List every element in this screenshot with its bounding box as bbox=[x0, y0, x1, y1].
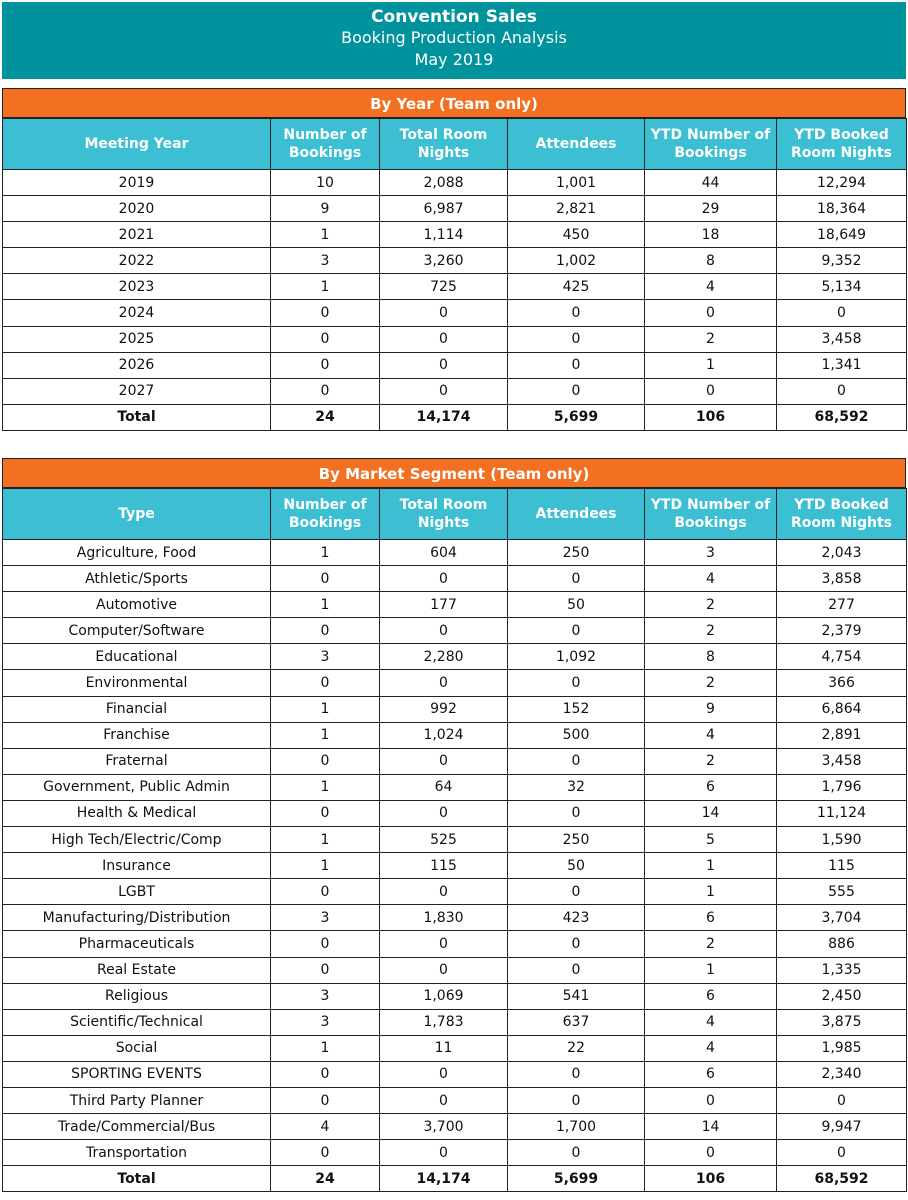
cell-ytd-number-of-bookings: 14 bbox=[645, 800, 777, 826]
cell-attendees: 0 bbox=[508, 931, 645, 957]
table-row bbox=[3, 722, 907, 748]
cell-number-of-bookings: 3 bbox=[271, 248, 380, 274]
cell-ytd-number-of-bookings: 0 bbox=[645, 1087, 777, 1113]
cell-ytd-booked-room-nights: 0 bbox=[777, 300, 907, 326]
cell-number-of-bookings: 0 bbox=[271, 879, 380, 905]
cell-label: Social bbox=[3, 1035, 271, 1061]
table-row bbox=[3, 748, 907, 774]
cell-ytd-booked-room-nights: 277 bbox=[777, 592, 907, 618]
cell-ytd-booked-room-nights: 2,450 bbox=[777, 983, 907, 1009]
cell-label: 2024 bbox=[3, 300, 271, 326]
cell-number-of-bookings: 0 bbox=[271, 618, 380, 644]
cell-number-of-bookings: 0 bbox=[271, 670, 380, 696]
cell-ytd-number-of-bookings: 1 bbox=[645, 879, 777, 905]
cell-label: Computer/Software bbox=[3, 618, 271, 644]
cell-attendees: 1,002 bbox=[508, 248, 645, 274]
cell-attendees: 0 bbox=[508, 670, 645, 696]
column-header-total-room-nights: Total Room Nights bbox=[380, 119, 508, 170]
cell-ytd-booked-room-nights: 11,124 bbox=[777, 800, 907, 826]
cell-ytd-booked-room-nights: 18,364 bbox=[777, 196, 907, 222]
cell-total-room-nights: 1,024 bbox=[380, 722, 508, 748]
cell-ytd-booked-room-nights: 9,947 bbox=[777, 1114, 907, 1140]
cell-total-room-nights: 992 bbox=[380, 696, 508, 722]
table-row bbox=[3, 222, 907, 248]
cell-ytd-booked-room-nights: 0 bbox=[777, 1140, 907, 1166]
cell-number-of-bookings: 3 bbox=[271, 644, 380, 670]
cell-label: 2019 bbox=[3, 170, 271, 196]
by-segment-header-row bbox=[3, 489, 907, 540]
table-row bbox=[3, 644, 907, 670]
column-header-number-of-bookings: Number of Bookings bbox=[271, 489, 380, 540]
cell-number-of-bookings: 1 bbox=[271, 274, 380, 300]
table-row bbox=[3, 931, 907, 957]
cell-total-room-nights: 0 bbox=[380, 748, 508, 774]
cell-total-room-nights: 0 bbox=[380, 1140, 508, 1166]
cell-label: Franchise bbox=[3, 722, 271, 748]
table-row bbox=[3, 566, 907, 592]
cell-ytd-booked-room-nights: 2,043 bbox=[777, 540, 907, 566]
cell-ytd-number-of-bookings: 4 bbox=[645, 722, 777, 748]
cell-label: Athletic/Sports bbox=[3, 566, 271, 592]
total-cell-ytd-number-of-bookings: 106 bbox=[645, 1166, 777, 1192]
total-row bbox=[3, 404, 907, 430]
cell-total-room-nights: 1,830 bbox=[380, 905, 508, 931]
cell-total-room-nights: 0 bbox=[380, 800, 508, 826]
cell-ytd-booked-room-nights: 115 bbox=[777, 853, 907, 879]
cell-total-room-nights: 115 bbox=[380, 853, 508, 879]
cell-label: 2022 bbox=[3, 248, 271, 274]
table-row bbox=[3, 853, 907, 879]
cell-attendees: 22 bbox=[508, 1035, 645, 1061]
table-row bbox=[3, 378, 907, 404]
by-segment-table-body bbox=[3, 540, 907, 1192]
cell-ytd-number-of-bookings: 9 bbox=[645, 696, 777, 722]
table-row bbox=[3, 540, 907, 566]
cell-ytd-number-of-bookings: 1 bbox=[645, 853, 777, 879]
cell-attendees: 423 bbox=[508, 905, 645, 931]
cell-attendees: 0 bbox=[508, 957, 645, 983]
cell-ytd-number-of-bookings: 44 bbox=[645, 170, 777, 196]
cell-attendees: 0 bbox=[508, 879, 645, 905]
by-segment-title: By Market Segment (Team only) bbox=[2, 458, 906, 488]
cell-total-room-nights: 525 bbox=[380, 827, 508, 853]
cell-label: High Tech/Electric/Comp bbox=[3, 827, 271, 853]
cell-attendees: 0 bbox=[508, 326, 645, 352]
cell-number-of-bookings: 0 bbox=[271, 1140, 380, 1166]
cell-total-room-nights: 1,114 bbox=[380, 222, 508, 248]
cell-number-of-bookings: 3 bbox=[271, 983, 380, 1009]
cell-label: Agriculture, Food bbox=[3, 540, 271, 566]
cell-attendees: 0 bbox=[508, 800, 645, 826]
cell-label: Health & Medical bbox=[3, 800, 271, 826]
cell-attendees: 541 bbox=[508, 983, 645, 1009]
cell-total-room-nights: 1,783 bbox=[380, 1009, 508, 1035]
cell-number-of-bookings: 0 bbox=[271, 566, 380, 592]
cell-ytd-number-of-bookings: 4 bbox=[645, 1009, 777, 1035]
cell-ytd-number-of-bookings: 2 bbox=[645, 670, 777, 696]
table-row bbox=[3, 1087, 907, 1113]
table-row bbox=[3, 196, 907, 222]
cell-number-of-bookings: 1 bbox=[271, 722, 380, 748]
cell-ytd-booked-room-nights: 3,704 bbox=[777, 905, 907, 931]
column-header-ytd-number-of-bookings: YTD Number of Bookings bbox=[645, 119, 777, 170]
cell-attendees: 0 bbox=[508, 566, 645, 592]
cell-number-of-bookings: 0 bbox=[271, 1087, 380, 1113]
cell-ytd-number-of-bookings: 5 bbox=[645, 827, 777, 853]
total-cell-ytd-booked-room-nights: 68,592 bbox=[777, 404, 907, 430]
cell-number-of-bookings: 9 bbox=[271, 196, 380, 222]
cell-ytd-booked-room-nights: 0 bbox=[777, 1087, 907, 1113]
cell-attendees: 0 bbox=[508, 748, 645, 774]
table-row bbox=[3, 983, 907, 1009]
cell-ytd-booked-room-nights: 2,891 bbox=[777, 722, 907, 748]
cell-attendees: 0 bbox=[508, 618, 645, 644]
by-segment-table bbox=[2, 488, 907, 1192]
cell-attendees: 0 bbox=[508, 300, 645, 326]
cell-total-room-nights: 177 bbox=[380, 592, 508, 618]
report-title: Convention Sales bbox=[371, 7, 537, 27]
cell-ytd-booked-room-nights: 18,649 bbox=[777, 222, 907, 248]
cell-ytd-number-of-bookings: 2 bbox=[645, 592, 777, 618]
table-row bbox=[3, 300, 907, 326]
column-header-attendees: Attendees bbox=[508, 119, 645, 170]
cell-label: Automotive bbox=[3, 592, 271, 618]
table-row bbox=[3, 670, 907, 696]
cell-number-of-bookings: 0 bbox=[271, 748, 380, 774]
column-header-ytd-number-of-bookings: YTD Number of Bookings bbox=[645, 489, 777, 540]
cell-number-of-bookings: 1 bbox=[271, 696, 380, 722]
cell-ytd-number-of-bookings: 2 bbox=[645, 618, 777, 644]
cell-number-of-bookings: 1 bbox=[271, 222, 380, 248]
cell-number-of-bookings: 0 bbox=[271, 378, 380, 404]
total-cell-attendees: 5,699 bbox=[508, 404, 645, 430]
cell-attendees: 152 bbox=[508, 696, 645, 722]
cell-total-room-nights: 1,069 bbox=[380, 983, 508, 1009]
cell-number-of-bookings: 0 bbox=[271, 1061, 380, 1087]
cell-ytd-number-of-bookings: 1 bbox=[645, 957, 777, 983]
cell-total-room-nights: 3,700 bbox=[380, 1114, 508, 1140]
cell-attendees: 32 bbox=[508, 774, 645, 800]
cell-label: Scientific/Technical bbox=[3, 1009, 271, 1035]
cell-attendees: 0 bbox=[508, 378, 645, 404]
cell-label: 2023 bbox=[3, 274, 271, 300]
cell-number-of-bookings: 0 bbox=[271, 326, 380, 352]
cell-number-of-bookings: 1 bbox=[271, 592, 380, 618]
cell-attendees: 0 bbox=[508, 1061, 645, 1087]
cell-ytd-booked-room-nights: 1,341 bbox=[777, 352, 907, 378]
cell-attendees: 637 bbox=[508, 1009, 645, 1035]
cell-attendees: 0 bbox=[508, 352, 645, 378]
cell-number-of-bookings: 0 bbox=[271, 300, 380, 326]
cell-ytd-number-of-bookings: 2 bbox=[645, 931, 777, 957]
cell-attendees: 425 bbox=[508, 274, 645, 300]
total-row bbox=[3, 1166, 907, 1192]
cell-ytd-number-of-bookings: 8 bbox=[645, 248, 777, 274]
cell-label: 2020 bbox=[3, 196, 271, 222]
cell-total-room-nights: 0 bbox=[380, 566, 508, 592]
cell-attendees: 1,092 bbox=[508, 644, 645, 670]
cell-number-of-bookings: 1 bbox=[271, 1035, 380, 1061]
cell-total-room-nights: 0 bbox=[380, 1061, 508, 1087]
table-row bbox=[3, 800, 907, 826]
cell-number-of-bookings: 10 bbox=[271, 170, 380, 196]
cell-total-room-nights: 2,280 bbox=[380, 644, 508, 670]
cell-number-of-bookings: 1 bbox=[271, 827, 380, 853]
cell-attendees: 2,821 bbox=[508, 196, 645, 222]
table-row bbox=[3, 248, 907, 274]
cell-ytd-booked-room-nights: 3,875 bbox=[777, 1009, 907, 1035]
cell-ytd-number-of-bookings: 0 bbox=[645, 1140, 777, 1166]
cell-total-room-nights: 11 bbox=[380, 1035, 508, 1061]
by-year-header-row bbox=[3, 119, 907, 170]
cell-label: LGBT bbox=[3, 879, 271, 905]
cell-ytd-booked-room-nights: 0 bbox=[777, 378, 907, 404]
cell-attendees: 50 bbox=[508, 592, 645, 618]
cell-ytd-number-of-bookings: 8 bbox=[645, 644, 777, 670]
cell-ytd-booked-room-nights: 366 bbox=[777, 670, 907, 696]
table-row bbox=[3, 1140, 907, 1166]
cell-number-of-bookings: 0 bbox=[271, 957, 380, 983]
cell-ytd-number-of-bookings: 4 bbox=[645, 274, 777, 300]
cell-ytd-booked-room-nights: 2,379 bbox=[777, 618, 907, 644]
table-row bbox=[3, 1114, 907, 1140]
table-row bbox=[3, 1061, 907, 1087]
cell-total-room-nights: 0 bbox=[380, 300, 508, 326]
column-header-total-room-nights: Total Room Nights bbox=[380, 489, 508, 540]
cell-label: SPORTING EVENTS bbox=[3, 1061, 271, 1087]
cell-number-of-bookings: 0 bbox=[271, 800, 380, 826]
table-row bbox=[3, 774, 907, 800]
column-header-type: Type bbox=[3, 489, 271, 540]
cell-ytd-booked-room-nights: 1,590 bbox=[777, 827, 907, 853]
cell-number-of-bookings: 3 bbox=[271, 905, 380, 931]
cell-ytd-booked-room-nights: 3,858 bbox=[777, 566, 907, 592]
cell-ytd-booked-room-nights: 6,864 bbox=[777, 696, 907, 722]
cell-label: 2026 bbox=[3, 352, 271, 378]
cell-ytd-booked-room-nights: 4,754 bbox=[777, 644, 907, 670]
cell-total-room-nights: 725 bbox=[380, 274, 508, 300]
cell-label: Manufacturing/Distribution bbox=[3, 905, 271, 931]
total-cell-label: Total bbox=[3, 404, 271, 430]
cell-ytd-number-of-bookings: 6 bbox=[645, 774, 777, 800]
cell-total-room-nights: 0 bbox=[380, 957, 508, 983]
cell-label: Financial bbox=[3, 696, 271, 722]
cell-ytd-booked-room-nights: 1,985 bbox=[777, 1035, 907, 1061]
cell-ytd-booked-room-nights: 555 bbox=[777, 879, 907, 905]
cell-ytd-booked-room-nights: 1,335 bbox=[777, 957, 907, 983]
cell-ytd-number-of-bookings: 4 bbox=[645, 566, 777, 592]
total-cell-attendees: 5,699 bbox=[508, 1166, 645, 1192]
cell-label: Real Estate bbox=[3, 957, 271, 983]
cell-total-room-nights: 0 bbox=[380, 670, 508, 696]
table-row bbox=[3, 905, 907, 931]
cell-total-room-nights: 0 bbox=[380, 879, 508, 905]
cell-number-of-bookings: 1 bbox=[271, 774, 380, 800]
cell-attendees: 450 bbox=[508, 222, 645, 248]
table-row bbox=[3, 274, 907, 300]
cell-ytd-booked-room-nights: 9,352 bbox=[777, 248, 907, 274]
table-row bbox=[3, 592, 907, 618]
cell-attendees: 0 bbox=[508, 1087, 645, 1113]
total-cell-ytd-number-of-bookings: 106 bbox=[645, 404, 777, 430]
cell-ytd-booked-room-nights: 886 bbox=[777, 931, 907, 957]
column-header-attendees: Attendees bbox=[508, 489, 645, 540]
cell-ytd-number-of-bookings: 0 bbox=[645, 378, 777, 404]
cell-attendees: 50 bbox=[508, 853, 645, 879]
cell-number-of-bookings: 0 bbox=[271, 352, 380, 378]
cell-ytd-number-of-bookings: 14 bbox=[645, 1114, 777, 1140]
cell-attendees: 250 bbox=[508, 827, 645, 853]
column-header-number-of-bookings: Number of Bookings bbox=[271, 119, 380, 170]
cell-total-room-nights: 6,987 bbox=[380, 196, 508, 222]
table-row bbox=[3, 618, 907, 644]
cell-total-room-nights: 0 bbox=[380, 352, 508, 378]
cell-label: Fraternal bbox=[3, 748, 271, 774]
total-cell-number-of-bookings: 24 bbox=[271, 1166, 380, 1192]
cell-attendees: 250 bbox=[508, 540, 645, 566]
report-subtitle: Booking Production Analysis bbox=[341, 28, 567, 47]
table-row bbox=[3, 170, 907, 196]
cell-ytd-number-of-bookings: 18 bbox=[645, 222, 777, 248]
column-header-meeting-year: Meeting Year bbox=[3, 119, 271, 170]
cell-ytd-booked-room-nights: 2,340 bbox=[777, 1061, 907, 1087]
cell-ytd-booked-room-nights: 12,294 bbox=[777, 170, 907, 196]
cell-number-of-bookings: 1 bbox=[271, 540, 380, 566]
cell-label: Educational bbox=[3, 644, 271, 670]
by-year-title: By Year (Team only) bbox=[2, 88, 906, 118]
cell-total-room-nights: 0 bbox=[380, 378, 508, 404]
cell-label: 2025 bbox=[3, 326, 271, 352]
by-segment-section bbox=[2, 458, 906, 1192]
cell-total-room-nights: 0 bbox=[380, 931, 508, 957]
report-period: May 2019 bbox=[414, 50, 494, 69]
total-cell-number-of-bookings: 24 bbox=[271, 404, 380, 430]
cell-ytd-booked-room-nights: 1,796 bbox=[777, 774, 907, 800]
report-header bbox=[2, 2, 906, 79]
table-row bbox=[3, 1035, 907, 1061]
total-cell-total-room-nights: 14,174 bbox=[380, 1166, 508, 1192]
total-cell-ytd-booked-room-nights: 68,592 bbox=[777, 1166, 907, 1192]
cell-total-room-nights: 64 bbox=[380, 774, 508, 800]
column-header-ytd-booked-room-nights: YTD Booked Room Nights bbox=[777, 489, 907, 540]
cell-ytd-number-of-bookings: 6 bbox=[645, 1061, 777, 1087]
table-row bbox=[3, 827, 907, 853]
cell-number-of-bookings: 3 bbox=[271, 1009, 380, 1035]
cell-label: Pharmaceuticals bbox=[3, 931, 271, 957]
cell-total-room-nights: 0 bbox=[380, 1087, 508, 1113]
total-cell-total-room-nights: 14,174 bbox=[380, 404, 508, 430]
cell-ytd-booked-room-nights: 3,458 bbox=[777, 326, 907, 352]
by-year-table-body bbox=[3, 170, 907, 431]
table-row bbox=[3, 326, 907, 352]
cell-total-room-nights: 604 bbox=[380, 540, 508, 566]
cell-label: Transportation bbox=[3, 1140, 271, 1166]
cell-label: 2027 bbox=[3, 378, 271, 404]
cell-total-room-nights: 3,260 bbox=[380, 248, 508, 274]
table-row bbox=[3, 696, 907, 722]
cell-ytd-booked-room-nights: 5,134 bbox=[777, 274, 907, 300]
by-year-table bbox=[2, 118, 907, 431]
total-cell-label: Total bbox=[3, 1166, 271, 1192]
cell-label: Environmental bbox=[3, 670, 271, 696]
cell-total-room-nights: 2,088 bbox=[380, 170, 508, 196]
cell-ytd-number-of-bookings: 4 bbox=[645, 1035, 777, 1061]
cell-label: 2021 bbox=[3, 222, 271, 248]
cell-total-room-nights: 0 bbox=[380, 618, 508, 644]
table-row bbox=[3, 1009, 907, 1035]
cell-ytd-number-of-bookings: 2 bbox=[645, 326, 777, 352]
cell-attendees: 500 bbox=[508, 722, 645, 748]
cell-label: Third Party Planner bbox=[3, 1087, 271, 1113]
cell-ytd-number-of-bookings: 1 bbox=[645, 352, 777, 378]
cell-label: Religious bbox=[3, 983, 271, 1009]
cell-attendees: 0 bbox=[508, 1140, 645, 1166]
cell-label: Government, Public Admin bbox=[3, 774, 271, 800]
cell-ytd-booked-room-nights: 3,458 bbox=[777, 748, 907, 774]
cell-number-of-bookings: 1 bbox=[271, 853, 380, 879]
cell-ytd-number-of-bookings: 29 bbox=[645, 196, 777, 222]
cell-number-of-bookings: 0 bbox=[271, 931, 380, 957]
cell-label: Insurance bbox=[3, 853, 271, 879]
cell-total-room-nights: 0 bbox=[380, 326, 508, 352]
table-row bbox=[3, 957, 907, 983]
cell-number-of-bookings: 4 bbox=[271, 1114, 380, 1140]
cell-ytd-number-of-bookings: 3 bbox=[645, 540, 777, 566]
column-header-ytd-booked-room-nights: YTD Booked Room Nights bbox=[777, 119, 907, 170]
cell-label: Trade/Commercial/Bus bbox=[3, 1114, 271, 1140]
cell-ytd-number-of-bookings: 6 bbox=[645, 905, 777, 931]
cell-ytd-number-of-bookings: 2 bbox=[645, 748, 777, 774]
by-year-section bbox=[2, 88, 906, 431]
table-row bbox=[3, 352, 907, 378]
cell-ytd-number-of-bookings: 6 bbox=[645, 983, 777, 1009]
cell-attendees: 1,001 bbox=[508, 170, 645, 196]
table-row bbox=[3, 879, 907, 905]
cell-ytd-number-of-bookings: 0 bbox=[645, 300, 777, 326]
cell-attendees: 1,700 bbox=[508, 1114, 645, 1140]
